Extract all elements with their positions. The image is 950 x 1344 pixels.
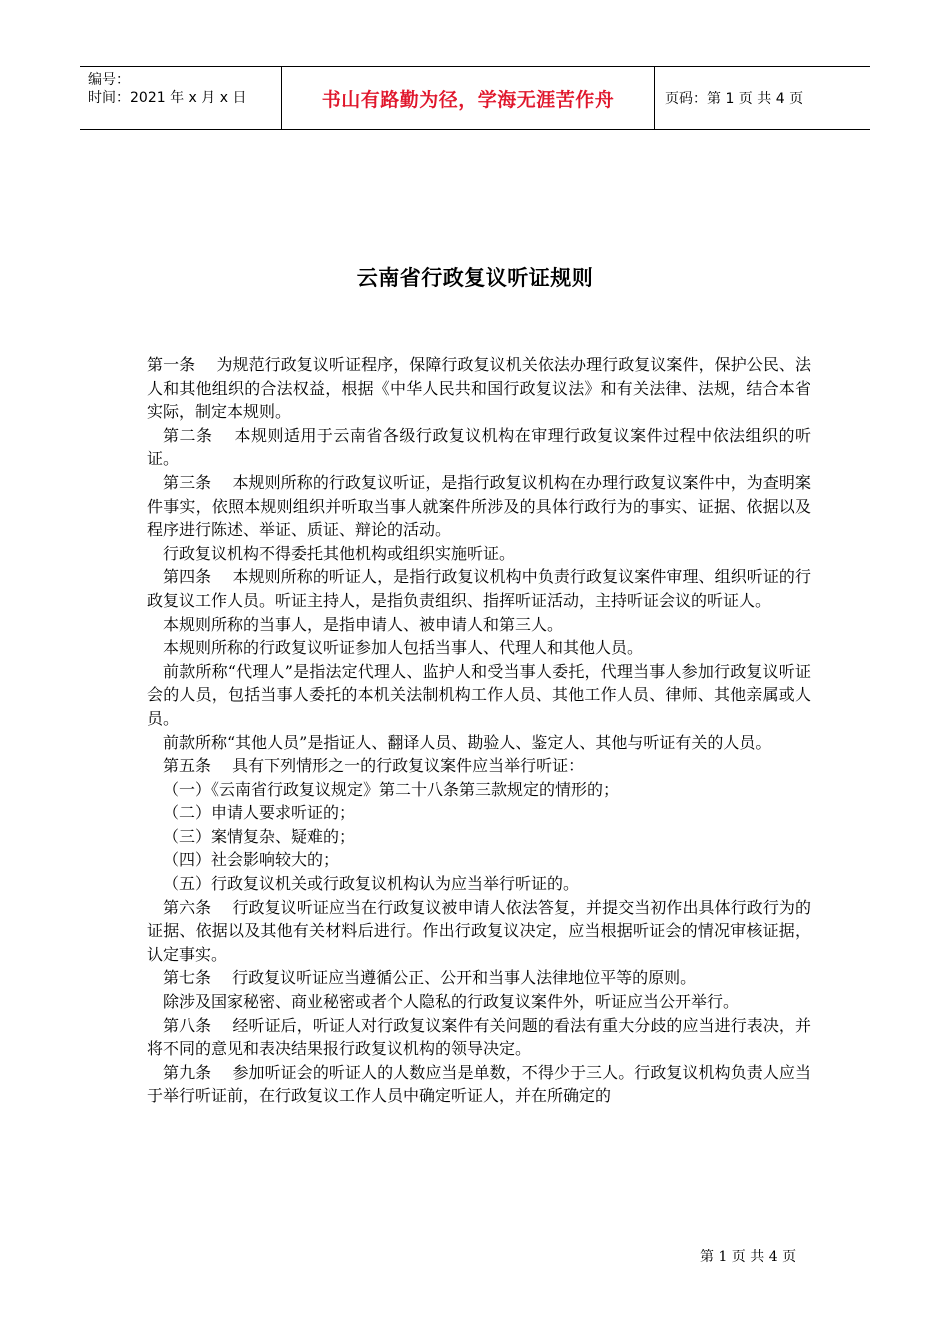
header-page-label: 页码：第 1 页 共 4 页 — [665, 91, 804, 107]
paragraph: 前款所称“其他人员”是指证人、翻译人员、勘验人、鉴定人、其他与听证有关的人员。 — [163, 732, 772, 752]
document-number-label: 编号： — [88, 72, 130, 88]
document-body — [147, 353, 811, 1108]
paragraph: 本规则所称的当事人，是指申请人、被申请人和第三人。 — [163, 614, 564, 634]
paragraph: 第二条 本规则适用于云南省各级行政复议机构在审理行政复议案件过程中依法组织的听证。 — [147, 425, 811, 469]
paragraph: 除涉及国家秘密、商业秘密或者个人隐私的行政复议案件外，听证应当公开举行。 — [163, 992, 740, 1012]
paragraph: 第七条 行政复议听证应当遵循公正、公开和当事人法律地位平等的原则。 — [163, 968, 697, 988]
list-item: （四）社会影响较大的； — [163, 850, 340, 870]
header-table — [80, 66, 870, 130]
paragraph: 第九条 参加听证会的听证人的人数应当是单数，不得少于三人。行政复议机构负责人应当于举行听证前，在行政复议工作人员中确定听证人，并在所确定的 — [147, 1062, 811, 1106]
list-item: （五）行政复议机关或行政复议机构认为应当举行听证的。 — [163, 874, 580, 894]
paragraph: 第八条 经听证后，听证人对行政复议案件有关问题的看法有重大分歧的应当进行表决，并将不同的意见和表决结果报行政复议机构的领导决定。 — [147, 1015, 811, 1059]
paragraph: 前款所称“代理人”是指法定代理人、监护人和受当事人委托，代理当事人参加行政复议听证会的人员，包括当事人委托的本机关法制机构工作人员、其他工作人员、律师、其他亲属或人员。 — [147, 661, 811, 728]
list-item: （三）案情复杂、疑难的； — [163, 826, 356, 846]
header-meta-cell — [80, 67, 282, 129]
document-title: 云南省行政复议听证规则 — [356, 266, 594, 290]
document-time-label: 时间：2021 年 x 月 x 日 — [88, 90, 247, 106]
paragraph: 第一条 为规范行政复议听证程序，保障行政复议机关依法办理行政复议案件，保护公民、法人和其他组织的合法权益，根据《中华人民共和国行政复议法》和有关法律、法规，结合本省实际，制定本规则。 — [147, 355, 811, 422]
list-item: （二）申请人要求听证的； — [163, 803, 356, 823]
paragraph: 第六条 行政复议听证应当在行政复议被申请人依法答复，并提交当初作出具体行政行为的证据、依据以及其他有关材料后进行。作出行政复议决定，应当根据听证会的情况审核证据，认定事实。 — [147, 897, 811, 964]
paragraph: 第三条 本规则所称的行政复议听证，是指行政复议机构在办理行政复议案件中，为查明案件事实，依照本规则组织并听取当事人就案件所涉及的具体行政行为的事实、证据、依据以及程序进行陈述、举证、质证、辩论的活动。 — [147, 472, 811, 540]
paragraph: 第五条 具有下列情形之一的行政复议案件应当举行听证： — [163, 756, 585, 776]
page-footer: 第 1 页 共 4 页 — [700, 1249, 797, 1265]
paragraph: 第四条 本规则所称的听证人，是指行政复议机构中负责行政复议案件审理、组织听证的行政复议工作人员。听证主持人，是指负责组织、指挥听证活动，主持听证会议的听证人。 — [147, 567, 811, 610]
paragraph: 行政复议机构不得委托其他机构或组织实施听证。 — [163, 543, 516, 563]
list-item: （一）《云南省行政复议规定》第二十八条第三款规定的情形的； — [163, 779, 620, 799]
header-motto: 书山有路勤为径，学海无涯苦作舟 — [282, 67, 655, 129]
paragraph: 本规则所称的行政复议听证参加人包括当事人、代理人和其他人员。 — [163, 638, 644, 658]
